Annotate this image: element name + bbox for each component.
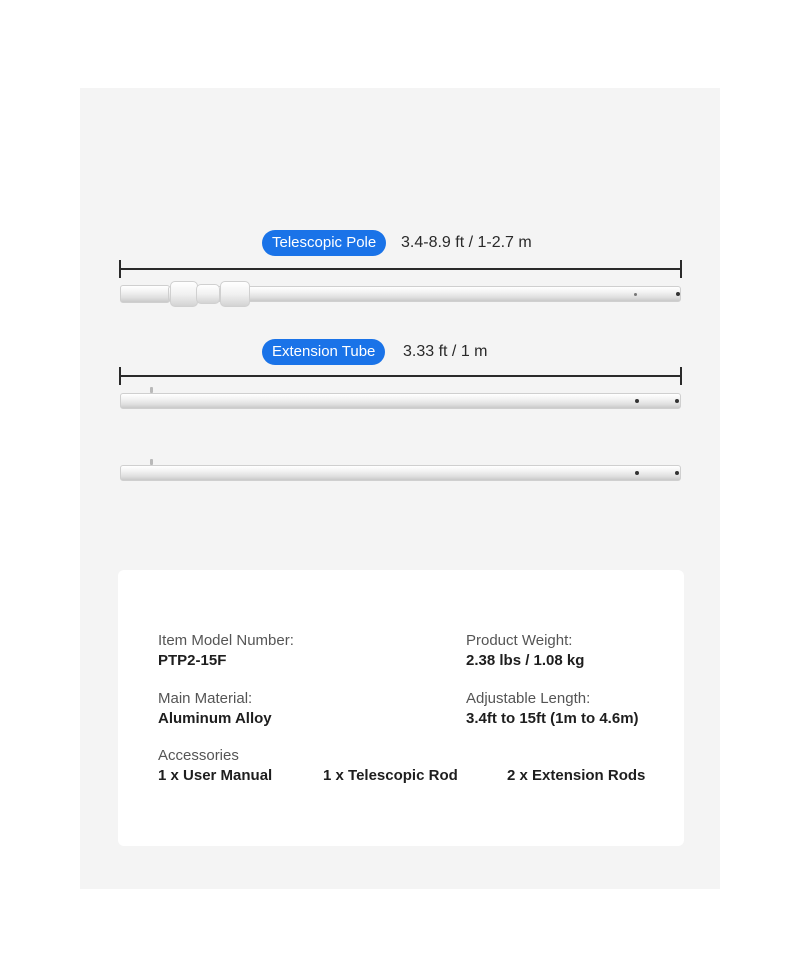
model-number-label: Item Model Number: [158,632,294,649]
telescopic-dimension-line [120,268,681,270]
dimension-tick-right [680,367,682,385]
material-value: Aluminum Alloy [158,710,272,727]
telescopic-pole-length: 3.4-8.9 ft / 1-2.7 m [401,234,532,251]
pole-grip-collar [196,284,220,304]
adjustable-length-label: Adjustable Length: [466,690,591,707]
extension-tube-length: 3.33 ft / 1 m [403,343,488,360]
rod-hole [635,471,639,475]
telescopic-pole-badge: Telescopic Pole [262,230,386,256]
accessory-item: 2 x Extension Rods [507,767,646,784]
accessory-item: 1 x Telescopic Rod [323,767,458,784]
extension-dimension-line [120,375,681,377]
material-label: Main Material: [158,690,253,707]
weight-value: 2.38 lbs / 1.08 kg [466,652,585,669]
rod-hole [634,293,637,296]
dimension-tick-right [680,260,682,278]
specs-card [118,570,684,846]
extension-tube [120,465,681,481]
rod-hole [675,399,679,403]
pole-end-cap [120,285,170,303]
accessory-item: 1 x User Manual [158,767,273,784]
pole-grip-collar [170,281,198,307]
rod-hole [635,399,639,403]
model-number-value: PTP2-15F [158,652,227,669]
weight-label: Product Weight: [466,632,573,649]
accessories-label: Accessories [158,747,239,764]
extension-tube-badge: Extension Tube [262,339,385,365]
extension-tube [120,393,681,409]
rod-hole [676,292,680,296]
rod-hole [675,471,679,475]
adjustable-length-value: 3.4ft to 15ft (1m to 4.6m) [466,710,639,727]
pole-grip-collar [220,281,250,307]
